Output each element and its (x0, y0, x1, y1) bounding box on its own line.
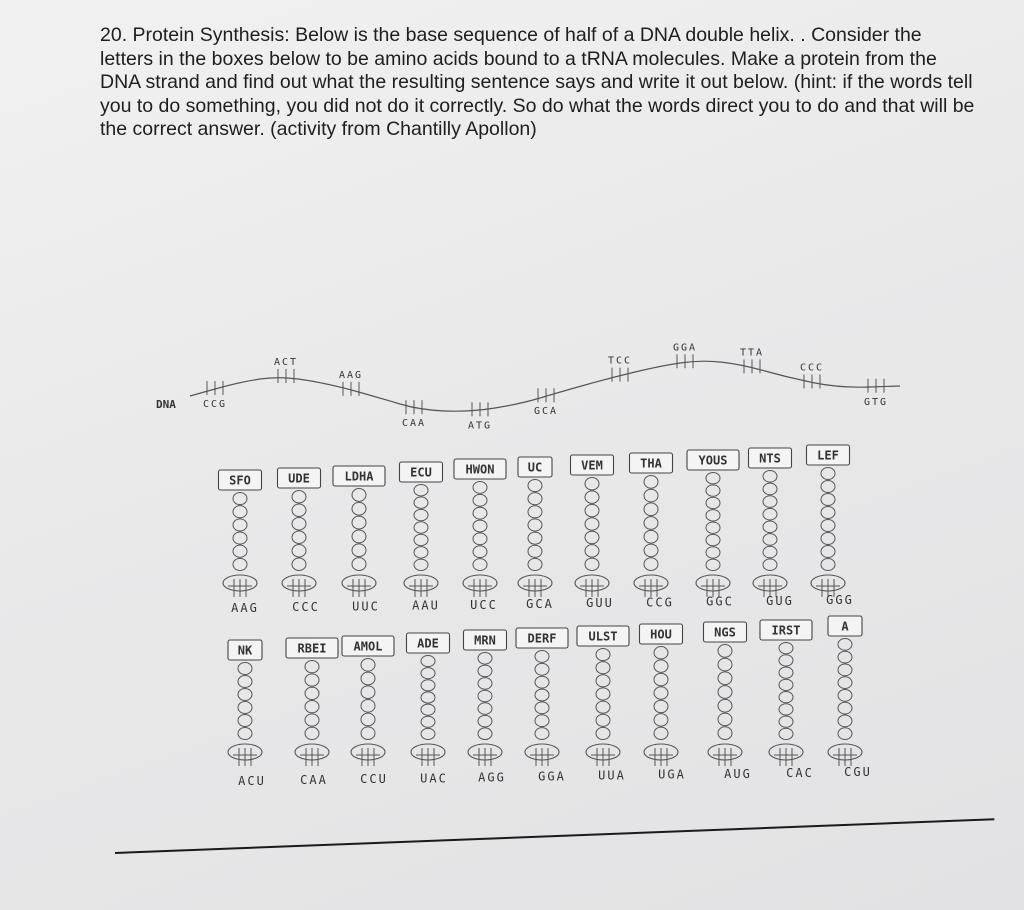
trna-chain-link (292, 491, 306, 504)
amino-acid-label: HWON (465, 462, 495, 477)
trna-molecule (760, 620, 814, 780)
trna-chain-link (706, 534, 720, 545)
trna-row-1 (219, 445, 854, 615)
trna-chain-link (421, 680, 435, 691)
trna-chain-link (305, 714, 319, 726)
trna-molecule (704, 622, 752, 781)
amino-acid-label: ECU (410, 465, 432, 480)
trna-chain-link (535, 689, 549, 701)
anticodon-label: CCC (292, 600, 320, 615)
amino-acid-label: SFO (229, 473, 251, 488)
trna-chain-link (654, 687, 668, 699)
trna-molecule (516, 628, 568, 784)
trna-chain-link (414, 547, 428, 558)
trna-chain-link (596, 649, 610, 661)
dna-strand (156, 342, 900, 431)
amino-acid-label: AMOL (353, 639, 383, 654)
trna-chain-link (779, 655, 793, 666)
trna-chain-link (838, 639, 852, 651)
trna-chain-link (535, 702, 549, 714)
trna-chain-link (706, 485, 720, 496)
trna-chain-link (478, 728, 492, 740)
trna-chain-link (414, 485, 428, 496)
trna-chain-link (654, 714, 668, 726)
amino-acid-label: ADE (417, 636, 439, 651)
trna-chain-link (838, 715, 852, 727)
trna-chain-link (473, 559, 487, 571)
trna-molecule (400, 462, 443, 613)
anticodon-label: GGC (706, 594, 734, 609)
trna-chain-link (528, 506, 542, 518)
trna-chain-link (706, 522, 720, 533)
amino-acid-label: THA (640, 456, 662, 471)
trna-chain-link (414, 559, 428, 570)
trna-molecule (577, 626, 629, 783)
trna-chain-link (718, 658, 732, 671)
trna-chain-link (779, 667, 793, 678)
dna-codons (203, 342, 888, 431)
anticodon-label: UUC (352, 599, 380, 614)
anticodon-label: CAC (786, 765, 814, 780)
dna-codon: ATG (467, 420, 493, 432)
trna-chain-link (821, 559, 835, 571)
trna-chain-link (654, 727, 668, 739)
trna-chain-link (535, 676, 549, 688)
trna-chain-link (305, 661, 319, 673)
trna-chain-link (478, 678, 492, 690)
trna-chain-link (361, 672, 375, 685)
trna-chain-link (421, 692, 435, 703)
trna-chain-link (473, 546, 487, 558)
trna-chain-link (821, 481, 835, 493)
trna-chain-link (779, 716, 793, 727)
trna-chain-link (528, 558, 542, 570)
amino-acid-label: UDE (288, 471, 310, 486)
trna-chain-link (528, 532, 542, 544)
amino-acid-label: LDHA (344, 469, 374, 484)
trna-chain-link (779, 728, 793, 739)
anticodon-label: GCA (526, 597, 554, 611)
trna-chain-link (528, 493, 542, 505)
dna-label: DNA (156, 398, 176, 411)
trna-chain-link (352, 530, 366, 543)
trna-chain-link (779, 643, 793, 654)
trna-chain-link (535, 715, 549, 727)
trna-chain-link (414, 534, 428, 545)
trna-chain-link (718, 713, 732, 726)
trna-chain-link (352, 516, 366, 529)
trna-chain-link (644, 530, 658, 543)
trna-chain-link (654, 700, 668, 712)
trna-chain-link (821, 546, 835, 558)
anticodon-label: UUA (598, 768, 626, 783)
trna-chain-link (233, 519, 247, 531)
trna-chain-link (473, 494, 487, 506)
trna-chain-link (838, 728, 852, 740)
trna-chain-link (763, 521, 777, 533)
trna-chain-link (644, 489, 658, 502)
trna-chain-link (596, 714, 610, 726)
trna-chain-link (763, 483, 777, 495)
amino-acid-label: ULST (588, 629, 618, 644)
amino-acid-label: MRN (474, 633, 496, 648)
trna-chain-link (305, 674, 319, 686)
question-text: 20. Protein Synthesis: Below is the base sequence of half of a DNA double helix. . Consider the letters in the boxes below to be amino acids bound to a tRNA molecules. Make a protein from the DNA strand and find out what the resulting sentence says and write it out below. (hint: if the words tell you to do something, you did not do it correctly. So do what the words direct you to do and that will be the correct answer. (activity from Chantilly Apollon) (100, 24, 975, 140)
trna-chain-link (821, 494, 835, 506)
trna-chain-link (763, 559, 777, 571)
dna-codon: GTG (863, 396, 889, 408)
trna-molecule (342, 636, 394, 786)
amino-acid-label: A (841, 619, 849, 634)
trna-chain-link (478, 653, 492, 665)
trna-molecule (749, 448, 794, 608)
trna-chain-link (478, 665, 492, 677)
trna-chain-link (644, 544, 658, 557)
trna-chain-link (352, 489, 366, 502)
trna-chain-link (585, 531, 599, 543)
trna-chain-link (305, 727, 319, 739)
trna-chain-link (238, 663, 252, 675)
anticodon-label: UAC (420, 771, 448, 786)
trna-chain-link (585, 545, 599, 557)
trna-chain-link (305, 687, 319, 699)
trna-chain-link (414, 522, 428, 533)
trna-chain-link (718, 686, 732, 699)
trna-chain-link (718, 727, 732, 740)
trna-chain-link (352, 544, 366, 557)
trna-chain-link (821, 520, 835, 532)
anticodon-label: CAA (300, 773, 328, 788)
amino-acid-label: RBEI (297, 641, 327, 656)
trna-chain-link (478, 703, 492, 715)
trna-chain-link (718, 645, 732, 658)
anticodon-label: GGA (538, 769, 566, 784)
trna-molecule (278, 468, 321, 614)
trna-chain-link (305, 701, 319, 713)
trna-chain-link (821, 468, 835, 480)
anticodon-label: AAG (231, 601, 259, 615)
trna-molecule (219, 470, 262, 615)
anticodon-label: CGU (844, 765, 872, 779)
anticodon-label: AGG (478, 770, 506, 785)
trna-chain-link (718, 672, 732, 685)
trna-chain-link (233, 506, 247, 518)
trna-chain-link (361, 700, 375, 713)
trna-chain-link (361, 713, 375, 726)
dna-codon: TCC (607, 355, 633, 367)
dna-codon: GGA (672, 342, 698, 354)
trna-molecule (687, 450, 739, 609)
trna-chain-link (654, 660, 668, 672)
anticodon-label: GGG (826, 593, 854, 607)
trna-chain-link (644, 558, 658, 571)
trna-chain-link (838, 664, 852, 676)
amino-acid-label: NGS (714, 625, 736, 640)
trna-molecule (807, 445, 854, 607)
trna-chain-link (718, 699, 732, 712)
trna-molecule (333, 466, 385, 613)
trna-chain-link (706, 510, 720, 521)
dna-codon: TTA (739, 347, 765, 359)
trna-rows (219, 445, 872, 788)
trna-chain-link (473, 482, 487, 494)
dna-codon: ACT (273, 356, 299, 368)
trna-row-2 (228, 616, 872, 788)
dna-backbone (190, 361, 900, 411)
trna-chain-link (779, 692, 793, 703)
trna-chain-link (763, 496, 777, 508)
trna-chain-link (414, 509, 428, 520)
trna-chain-link (596, 701, 610, 713)
amino-acid-label: UC (527, 460, 543, 475)
trna-chain-link (238, 728, 252, 740)
trna-chain-link (838, 651, 852, 663)
trna-molecule (630, 453, 674, 609)
trna-molecule (228, 640, 266, 788)
trna-chain-link (779, 679, 793, 690)
trna-chain-link (821, 533, 835, 545)
trna-molecule (454, 459, 506, 612)
trna-chain-link (361, 727, 375, 740)
trna-chain-link (535, 651, 549, 663)
trna-chain-link (473, 507, 487, 519)
trna-chain-link (414, 497, 428, 508)
trna-chain-link (585, 504, 599, 516)
trna-chain-link (292, 518, 306, 531)
dna-codon: GCA (533, 406, 559, 418)
trna-chain-link (473, 533, 487, 545)
trna-chain-link (421, 728, 435, 739)
trna-chain-link (528, 480, 542, 492)
dna-codon: CCC (799, 362, 825, 374)
trna-molecule (640, 624, 686, 782)
trna-chain-link (535, 663, 549, 675)
trna-chain-link (821, 507, 835, 519)
trna-chain-link (585, 518, 599, 530)
trna-chain-link (473, 520, 487, 532)
trna-chain-link (585, 478, 599, 490)
amino-acid-label: NTS (759, 451, 781, 466)
amino-acid-label: LEF (817, 448, 839, 463)
trna-chain-link (292, 558, 306, 571)
trna-molecule (286, 638, 338, 787)
trna-chain-link (421, 656, 435, 667)
trna-chain-link (292, 504, 306, 517)
trna-chain-link (233, 558, 247, 570)
trna-molecule (571, 455, 614, 610)
anticodon-label: GUU (586, 596, 614, 611)
dna-codon: AAG (338, 369, 364, 381)
trna-chain-link (238, 702, 252, 714)
trna-chain-link (838, 702, 852, 714)
trna-chain-link (596, 675, 610, 687)
trna-chain-link (233, 532, 247, 544)
anticodon-label: CCU (360, 772, 388, 787)
trna-chain-link (421, 668, 435, 679)
trna-chain-link (528, 519, 542, 531)
anticodon-label: AAU (412, 598, 440, 613)
trna-chain-link (238, 689, 252, 701)
trna-chain-link (528, 545, 542, 557)
trna-chain-link (233, 493, 247, 505)
trna-chain-link (644, 476, 658, 489)
amino-acid-label: NK (237, 643, 253, 658)
trna-chain-link (233, 545, 247, 557)
trna-chain-link (763, 508, 777, 520)
anticodon-label: ACU (238, 774, 266, 788)
anticodon-label: CCG (646, 595, 674, 610)
trna-chain-link (238, 676, 252, 688)
trna-chain-link (654, 647, 668, 659)
trna-molecule (407, 633, 450, 785)
trna-molecule (518, 457, 554, 611)
trna-chain-link (421, 704, 435, 715)
trna-chain-link (596, 662, 610, 674)
trna-chain-link (706, 559, 720, 570)
trna-chain-link (644, 503, 658, 516)
trna-chain-link (361, 659, 375, 672)
trna-chain-link (361, 686, 375, 699)
trna-chain-link (838, 690, 852, 702)
amino-acid-label: HOU (650, 627, 672, 642)
trna-chain-link (352, 558, 366, 571)
trna-chain-link (585, 558, 599, 570)
trna-chain-link (238, 715, 252, 727)
trna-chain-link (763, 534, 777, 546)
trna-chain-link (596, 688, 610, 700)
trna-chain-link (763, 546, 777, 558)
trna-chain-link (478, 715, 492, 727)
trna-chain-link (644, 517, 658, 530)
trna-chain-link (478, 690, 492, 702)
trna-chain-link (292, 531, 306, 544)
trna-chain-link (763, 471, 777, 483)
anticodon-label: AUG (724, 766, 752, 781)
trna-chain-link (706, 497, 720, 508)
anticodon-label: UCC (470, 597, 498, 612)
trna-chain-link (585, 491, 599, 503)
amino-acid-label: DERF (527, 631, 557, 646)
dna-codon: CCG (202, 399, 228, 410)
trna-chain-link (654, 673, 668, 685)
anticodon-label: UGA (658, 767, 686, 782)
trna-chain-link (292, 545, 306, 558)
trna-chain-link (838, 677, 852, 689)
trna-chain-link (779, 704, 793, 715)
trna-chain-link (706, 547, 720, 558)
trna-molecule (828, 616, 872, 779)
amino-acid-label: YOUS (698, 453, 728, 468)
trna-chain-link (596, 727, 610, 739)
amino-acid-label: VEM (581, 458, 603, 473)
dna-codon: CAA (401, 418, 427, 430)
trna-chain-link (706, 473, 720, 484)
trna-chain-link (535, 728, 549, 740)
trna-chain-link (352, 502, 366, 515)
amino-acid-label: IRST (771, 623, 801, 638)
trna-molecule (464, 630, 507, 784)
trna-chain-link (421, 716, 435, 727)
anticodon-label: GUG (766, 593, 794, 608)
